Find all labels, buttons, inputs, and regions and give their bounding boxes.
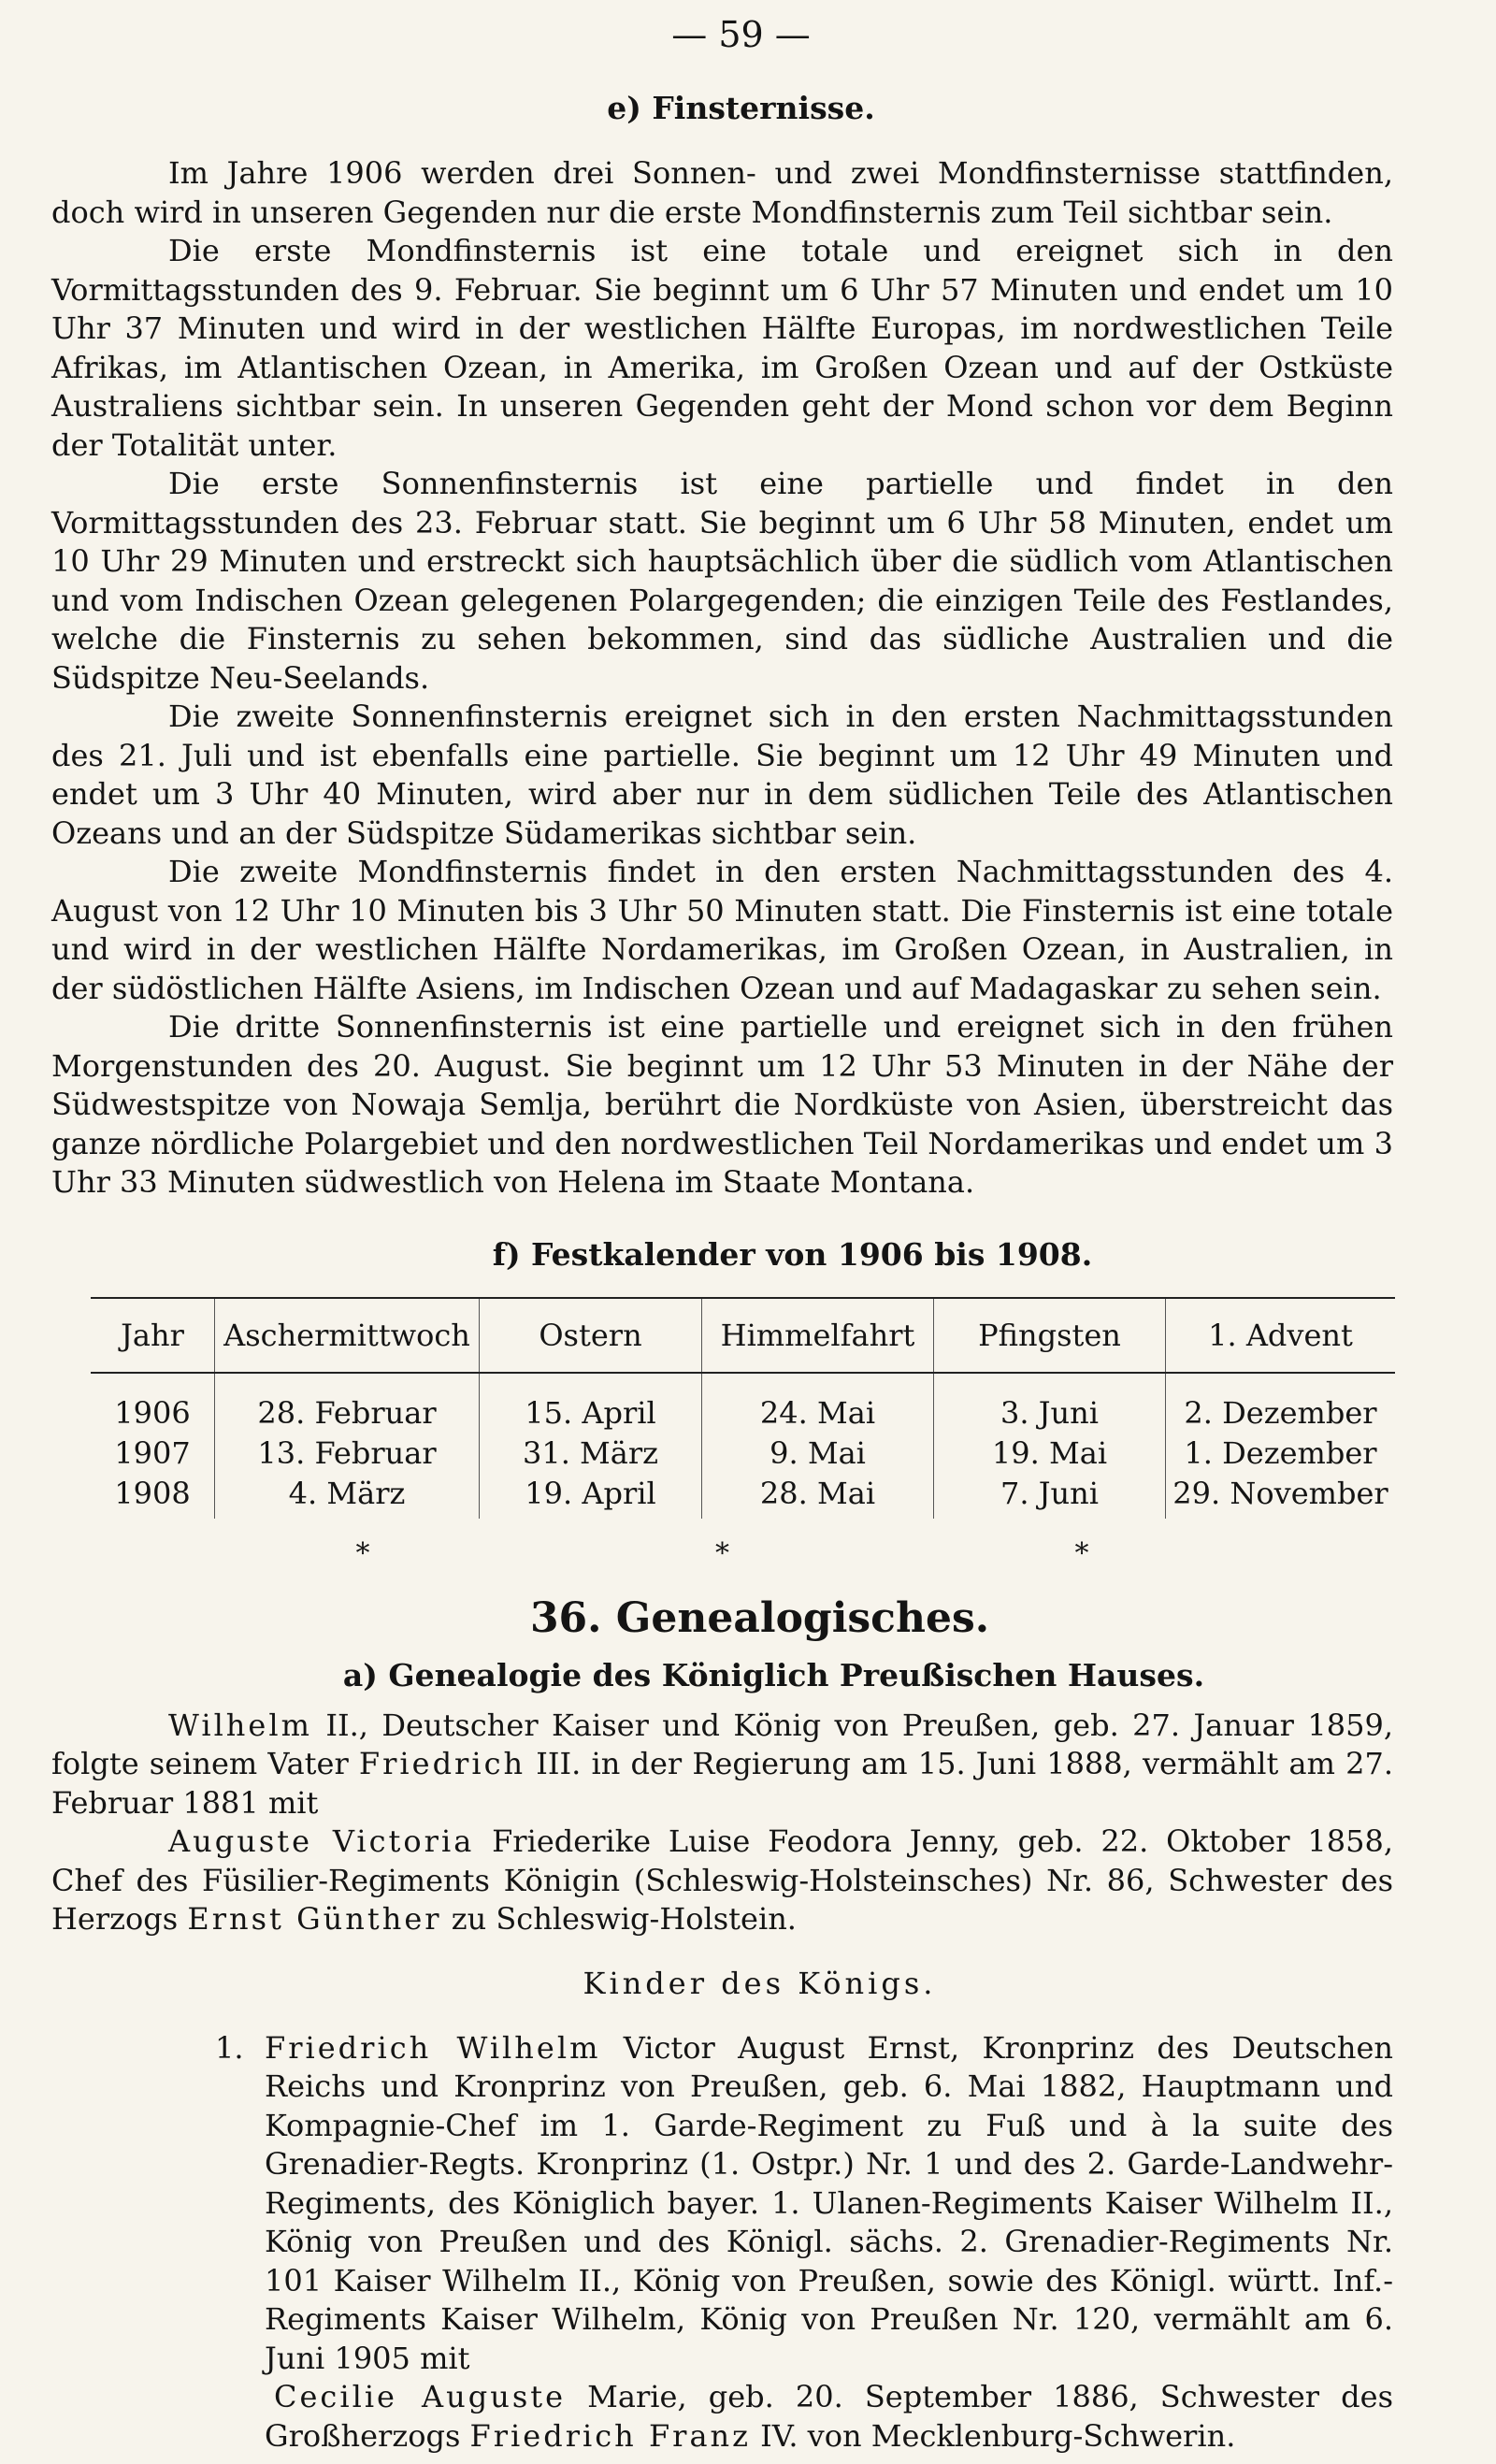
section-36-title: 36. Genealogisches. [529, 1593, 990, 1642]
table-cell: 4. März [215, 1474, 480, 1519]
kaiser-father-name: Friedrich [358, 1746, 526, 1781]
section-festkalender [51, 1236, 1393, 1570]
section-finsternisse [51, 90, 1393, 1203]
kaiserin-text: Friederike Luise Feodora Jenny, geb. 22. Oktober 1858, Chef des Füsilier-Regiments Königin (Schleswig-Holsteinsches) Nr. 86, Schwester des Herzogs [51, 1823, 1393, 1937]
column-header: Ostern [480, 1298, 702, 1373]
column-header: 1. Advent [1166, 1298, 1396, 1373]
table-cell: 9. Mai [702, 1434, 934, 1474]
table-cell: 13. Februar [215, 1434, 480, 1474]
spouse-text: Marie, geb. 20. September 1886, Schwester des Großherzogs [265, 2379, 1394, 2454]
paragraph: Die zweite Mondfinsternis findet in den ersten Nachmittagsstunden des 4. August von 12 Uhr 10 Minuten bis 3 Uhr 50 Minuten statt. Die Finsternis ist eine totale und wird in der westlichen Hälfte Nordamerikas, im Großen Ozean, in Australien, in der südöstlichen Hälfte Asiens, im Indischen Ozean und auf Madagaskar zu sehen sein. [51, 854, 1393, 1006]
table-cell: 28. Februar [215, 1373, 480, 1434]
table-header-row [91, 1298, 1395, 1373]
paragraph: Die erste Sonnenfinsternis ist eine partielle und findet in den Vormittagsstunden des 23. Februar statt. Sie beginnt um 6 Uhr 58 Minuten, endet um 10 Uhr 29 Minuten und erstreckt sich hauptsächlich über die südlich vom Atlantischen und vom Indischen Ozean gelegenen Polargegenden; die einzigen Teile des Festlandes, welche die Finsternis zu sehen bekommen, sind das südliche Australien und die Südspitze Neu-Seelands. [51, 466, 1393, 696]
table-cell: 31. März [480, 1434, 702, 1474]
table-cell: 19. April [480, 1474, 702, 1519]
paragraph: Die dritte Sonnenfinsternis ist eine partielle und ereignet sich in den frühen Morgenstunden des 20. August. Sie beginnt um 12 Uhr 53 Minuten in der Nähe der Südwestspitze von Nowaja Semlja, berührt die Nordküste von Asien, überstreicht das ganze nördliche Polargebiet und den nordwestlichen Teil Nordamerikas und endet um 3 Uhr 33 Minuten südwestlich von Helena im Staate Montana. [51, 1009, 1393, 1200]
table-cell: 15. April [480, 1373, 702, 1434]
table-cell: 1907 [91, 1434, 215, 1474]
list-item-number: 1. [215, 2029, 244, 2066]
spouse-relative-name: Friedrich Franz [469, 2417, 751, 2454]
table-cell: 28. Mai [702, 1474, 934, 1519]
kaiserin-text-2: zu Schleswig-Holstein. [441, 1901, 797, 1937]
child-spouse [51, 2378, 1393, 2456]
genealogie-subheading: a) Genealogie des Königlich Preußischen Hauses. [342, 1656, 1205, 1693]
paragraph: Die erste Mondfinsternis ist eine totale und ereignet sich in den Vormittagsstunden des 9. Februar. Sie beginnt um 6 Uhr 57 Minuten und endet um 10 Uhr 37 Minuten und wird in der westlichen Hälfte Europas, im nordwestlichen Teile Afrikas, im Atlantischen Ozean, in Amerika, im Großen Ozean und auf der Ostküste Australiens sichtbar sein. In unseren Gegenden geht der Mond schon vor dem Beginn der Totalität unter. [51, 233, 1393, 463]
kaiserin-brother-name: Ernst Günther [187, 1901, 442, 1937]
column-header: Himmelfahrt [702, 1298, 934, 1373]
column-header: Jahr [91, 1298, 215, 1373]
separator-stars: * * * [355, 1536, 1258, 1570]
table-cell: 29. November [1172, 1475, 1388, 1511]
table-cell: 3. Juni [934, 1373, 1166, 1434]
column-header: Pfingsten [934, 1298, 1166, 1373]
list-item [51, 2029, 1393, 2379]
paragraph: Im Jahre 1906 werden drei Sonnen- und zwei Mondfinsternisse stattfinden, doch wird in unseren Gegenden nur die erste Mondfinsternis zum Teil sichtbar sein. [51, 155, 1393, 230]
table-cell: 19. Mai [934, 1434, 1166, 1474]
kaiser-text: II., Deutscher Kaiser und König von Preußen, geb. 27. Januar 1859, folgte seinem Vater [51, 1707, 1393, 1781]
table-cell: 2. Dezember [1184, 1394, 1377, 1431]
kaiserin-name: Auguste Victoria [168, 1823, 475, 1859]
spouse-text-2: IV. von Mecklenburg-Schwerin. [750, 2417, 1236, 2454]
page-number: — 59 — [671, 14, 811, 55]
kaiser-name: Wilhelm [168, 1707, 312, 1743]
kaiserin-paragraph [51, 1823, 1393, 1939]
section-f-heading: f) Festkalender von 1906 bis 1908. [492, 1235, 1093, 1273]
table-cell: 7. Juni [934, 1474, 1166, 1519]
table-cell: 1908 [91, 1474, 215, 1519]
child-name: Friedrich Wilhelm [265, 2029, 601, 2066]
table-row [91, 1434, 1395, 1474]
column-header: Aschermittwoch [215, 1298, 480, 1373]
festkalender-table [91, 1297, 1395, 1519]
table-row [91, 1373, 1395, 1434]
paragraph: Die zweite Sonnenfinsternis ereignet sich in den ersten Nachmittagsstunden des 21. Juli und ist ebenfalls eine partielle. Sie beginnt um 12 Uhr 49 Minuten und endet um 3 Uhr 40 Minuten, wird aber nur in dem südlichen Teile des Atlantischen Ozeans und an der Südspitze Südamerikas sichtbar sein. [51, 699, 1393, 851]
section-genealogisches [51, 1594, 1393, 2457]
table-cell: 1. Dezember [1184, 1434, 1377, 1471]
kaiser-paragraph [51, 1707, 1393, 1823]
kaiser-text-2: III. in der Regierung am 15. Juni 1888, vermählt am 27. Februar 1881 mit [51, 1746, 1394, 1821]
table-cell: 24. Mai [702, 1373, 934, 1434]
kinder-heading: Kinder des Königs. [583, 1965, 937, 2001]
table-cell: 1906 [91, 1373, 215, 1434]
section-e-heading: e) Finsternisse. [607, 90, 875, 126]
table-row [91, 1474, 1395, 1519]
spouse-name: Cecilie Auguste [274, 2379, 567, 2414]
child-text: Victor August Ernst, Kronprinz des Deutschen Reichs und Kronprinz von Preußen, geb. 6. Mai 1882, Hauptmann und Kompagnie-Chef im 1. Garde-Regiment zu Fuß und à la suite des Grenadier-Regts. Kronprinz (1. Ostpr.) Nr. 1 und des 2. Garde-Landwehr-Regiments, des Königlich bayer. 1. Ulanen-Regiments Kaiser Wilhelm II., König von Preußen und des Königl. sächs. 2. Grenadier-Regiments Nr. 101 Kaiser Wilhelm II., König von Preußen, sowie des Königl. württ. Inf.-Regiments Kaiser Wilhelm, König von Preußen Nr. 120, vermählt am 6. Juni 1905 mit [265, 2029, 1394, 2376]
